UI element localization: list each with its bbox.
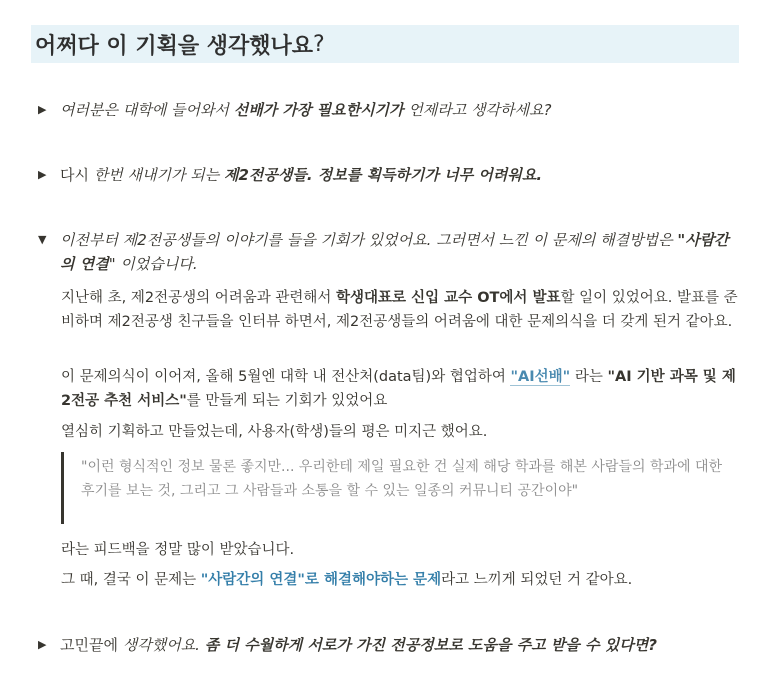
paragraph-feedback-intro: 열심히 기획하고 만들었는데, 사용자(학생)들의 평은 미지근 했어요. bbox=[61, 424, 488, 440]
toggle-block-3[interactable] bbox=[38, 228, 738, 276]
triangle-right-icon[interactable]: ▶ bbox=[38, 168, 47, 181]
triangle-down-icon[interactable]: ▼ bbox=[38, 233, 47, 246]
toggle-block-1[interactable] bbox=[38, 98, 551, 122]
paragraph-conclusion: 그 때, 결국 이 문제는 "사람간의 연결"로 해결해야하는 문제라고 느끼게 되었던 거 같아요. bbox=[61, 572, 633, 588]
toggle-1-text: 여러분은 대학에 들어와서 선배가 가장 필요한시기가 언제라고 생각하세요? bbox=[60, 101, 552, 119]
triangle-right-icon[interactable]: ▶ bbox=[38, 638, 47, 651]
ai-senior-link[interactable]: "AI선배" bbox=[510, 369, 571, 385]
page-heading bbox=[31, 25, 739, 63]
heading-question-mark: ? bbox=[313, 31, 325, 57]
feedback-quote: "이런 형식적인 정보 물론 좋지만... 우리한테 제일 필요한 건 실제 해당 학과를 해본 사람들의 학과에 대한 후기를 보는 것, 그리고 그 사람들과 소통을 할 수 있는 일종의 커뮤니티 공간이야" bbox=[61, 452, 731, 524]
toggle-3-text: 이전부터 제2전공생들의 이야기를 들을 기회가 있었어요. 그러면서 느낀 이 문제의 해결방법은 "사람간의 연결" 이었습니다. bbox=[60, 231, 729, 273]
triangle-right-icon[interactable]: ▶ bbox=[38, 103, 47, 116]
toggle-4-text: 고민끝에 생각했어요. 좀 더 수월하게 서로가 가진 전공정보로 도움을 주고 받을 수 있다면? bbox=[60, 636, 657, 654]
paragraph-ai-senior: 이 문제의식이 이어져, 올해 5월엔 대학 내 전산처(data팀)와 협업하여 "AI선배" 라는 "AI 기반 과목 및 제2전공 추천 서비스"를 만들게 되는 기회가 있었어요 bbox=[61, 369, 736, 409]
heading-text: 어쩌다 이 기획을 생각했나요 bbox=[35, 33, 314, 59]
paragraph-presentation: 지난해 초, 제2전공생의 어려움과 관련해서 학생대표로 신입 교수 OT에서 발표할 일이 있었어요. 발표를 준비하며 제2전공생 친구들을 인터뷰 하면서, 제2전공생들의 어려움에 대한 문제의식을 더 갖게 된거 같아요. bbox=[61, 290, 738, 330]
toggle-block-2[interactable] bbox=[38, 163, 542, 187]
toggle-2-text: 다시 한번 새내기가 되는 제2전공생들. 정보를 획득하기가 너무 어려워요. bbox=[60, 166, 543, 184]
toggle-block-4[interactable] bbox=[38, 633, 657, 657]
paragraph-feedback-received: 라는 피드백을 정말 많이 받았습니다. bbox=[61, 542, 295, 558]
